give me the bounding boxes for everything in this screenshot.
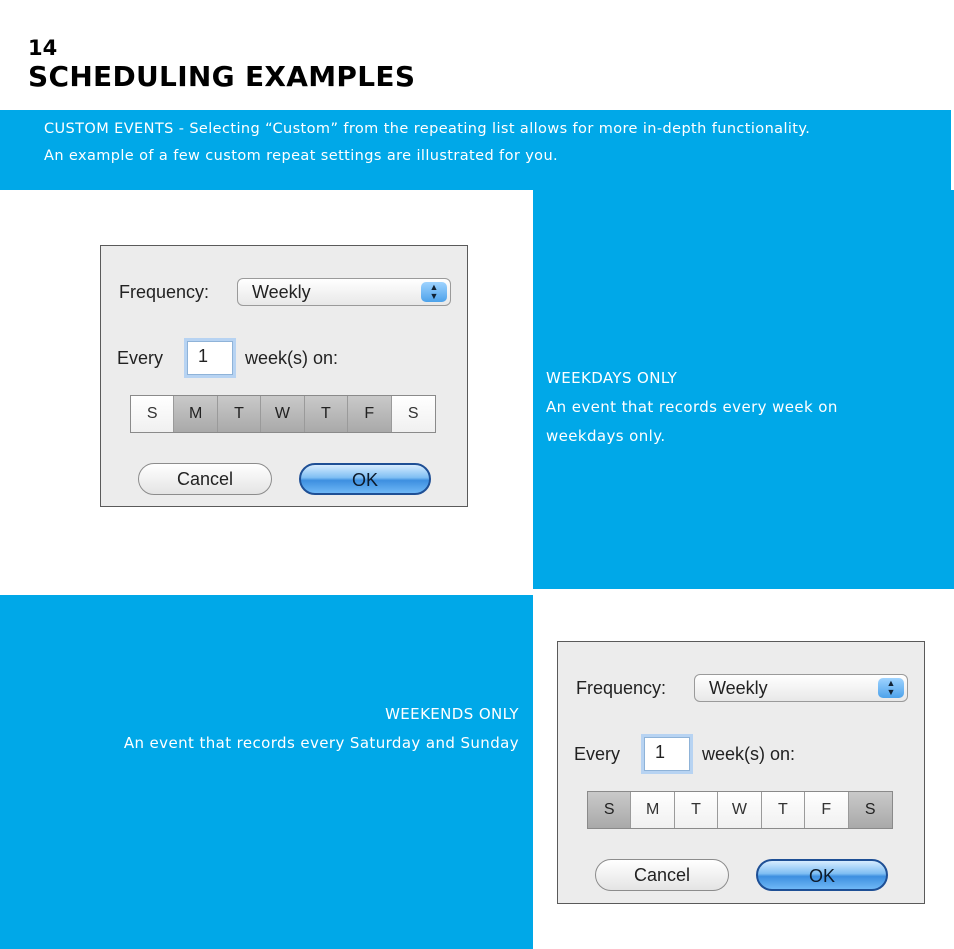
day-fri[interactable]: F bbox=[805, 792, 848, 828]
ok-button[interactable]: OK bbox=[756, 859, 888, 891]
weeks-label: week(s) on: bbox=[245, 348, 339, 368]
day-thu[interactable]: T bbox=[762, 792, 805, 828]
weekdays-line-2: weekdays only. bbox=[546, 427, 666, 445]
frequency-value: Weekly bbox=[709, 678, 768, 698]
day-sun[interactable]: S bbox=[131, 396, 174, 432]
weekends-panel bbox=[0, 595, 533, 949]
intro-line-2: An example of a few custom repeat settings are illustrated for you. bbox=[44, 148, 559, 164]
day-sat[interactable]: S bbox=[849, 792, 892, 828]
day-tue[interactable]: T bbox=[218, 396, 261, 432]
day-sun[interactable]: S bbox=[588, 792, 631, 828]
weekends-dialog bbox=[557, 641, 925, 904]
frequency-label: Frequency: bbox=[119, 282, 210, 302]
every-input[interactable]: 1 bbox=[187, 341, 233, 375]
every-label: Every bbox=[574, 744, 621, 764]
cancel-button[interactable]: Cancel bbox=[138, 463, 272, 495]
day-fri[interactable]: F bbox=[348, 396, 391, 432]
cancel-button[interactable]: Cancel bbox=[595, 859, 729, 891]
frequency-value: Weekly bbox=[252, 282, 311, 302]
day-mon[interactable]: M bbox=[174, 396, 217, 432]
every-label: Every bbox=[117, 348, 164, 368]
day-selector bbox=[130, 395, 436, 433]
stepper-icon: ▲ ▼ bbox=[878, 678, 904, 698]
weekdays-heading: WEEKDAYS ONLY bbox=[546, 369, 678, 387]
weekdays-line-1: An event that records every week on bbox=[546, 398, 838, 416]
frequency-select[interactable] bbox=[237, 278, 451, 306]
frequency-label: Frequency: bbox=[576, 678, 667, 698]
weekdays-dialog bbox=[100, 245, 468, 507]
day-wed[interactable]: W bbox=[718, 792, 761, 828]
day-wed[interactable]: W bbox=[261, 396, 304, 432]
page-number: 14 bbox=[28, 36, 58, 60]
frequency-select[interactable] bbox=[694, 674, 908, 702]
weekdays-caption bbox=[546, 364, 838, 451]
intro-line-1: CUSTOM EVENTS - Selecting “Custom” from the repeating list allows for more in-depth functionality. bbox=[44, 121, 811, 137]
ok-button[interactable]: OK bbox=[299, 463, 431, 495]
intro-band bbox=[0, 110, 951, 190]
day-mon[interactable]: M bbox=[631, 792, 674, 828]
weekends-heading: WEEKENDS ONLY bbox=[385, 705, 519, 723]
page-title: SCHEDULING EXAMPLES bbox=[28, 60, 416, 93]
weeks-label: week(s) on: bbox=[702, 744, 796, 764]
weekends-line-1: An event that records every Saturday and Sunday bbox=[123, 734, 519, 752]
day-sat[interactable]: S bbox=[392, 396, 435, 432]
day-tue[interactable]: T bbox=[675, 792, 718, 828]
weekends-caption bbox=[124, 700, 519, 758]
stepper-icon: ▲ ▼ bbox=[421, 282, 447, 302]
weekdays-panel bbox=[533, 190, 954, 589]
day-selector bbox=[587, 791, 893, 829]
day-thu[interactable]: T bbox=[305, 396, 348, 432]
every-input[interactable]: 1 bbox=[644, 737, 690, 771]
